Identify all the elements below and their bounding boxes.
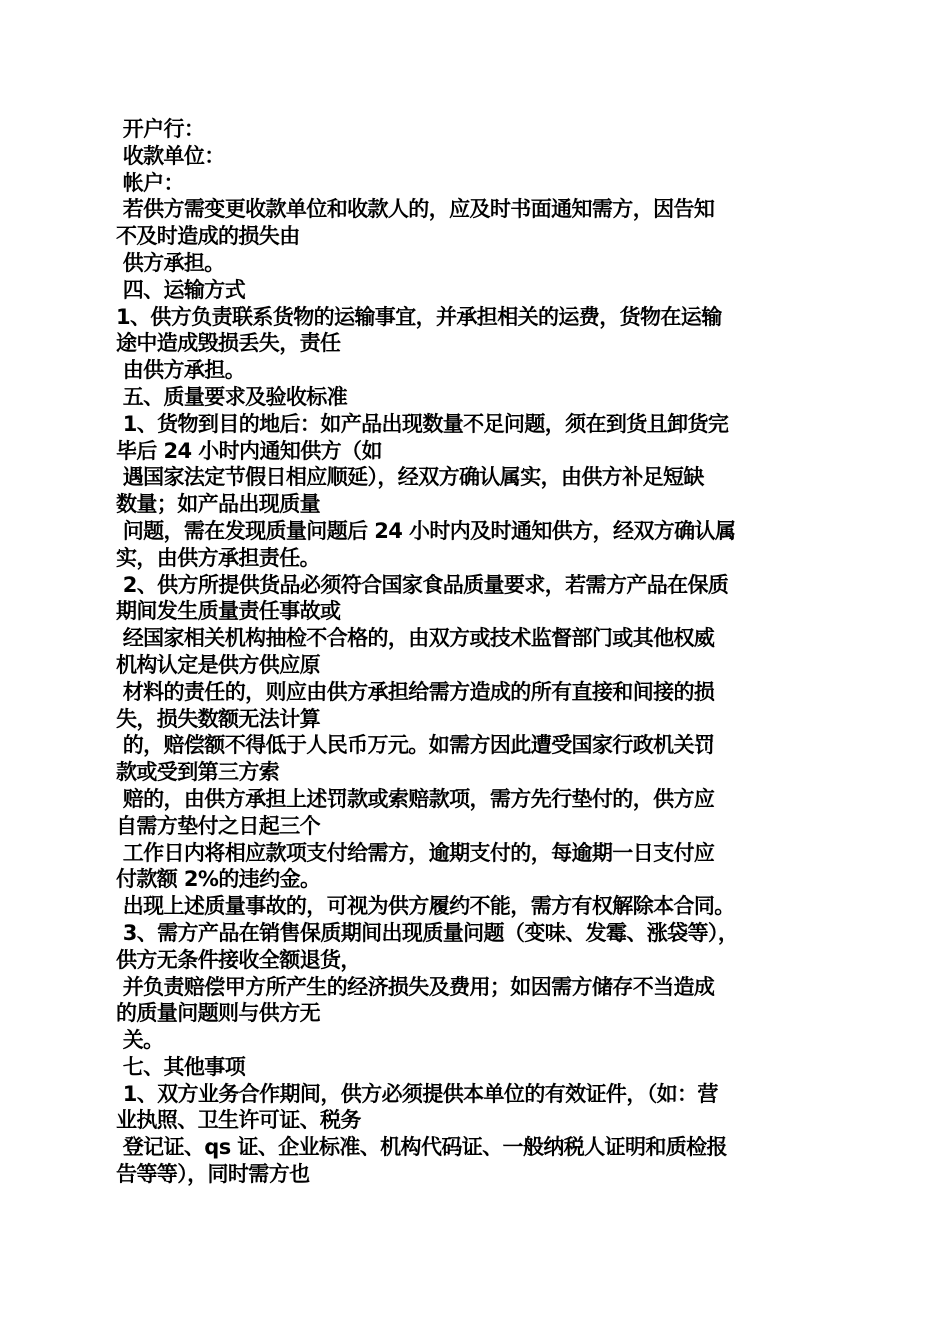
text-line: 告等等），同时需方也 — [116, 1162, 310, 1187]
text-line: 1、双方业务合作期间，供方必须提供本单位的有效证件，（如：营 — [116, 1081, 718, 1106]
text-line: 期间发生质量责任事故或 — [116, 599, 341, 624]
text-line: 供方无条件接收全额退货， — [116, 947, 361, 972]
text-line: 失，损失数额无法计算 — [116, 706, 320, 731]
text-line: 若供方需变更收款单位和收款人的，应及时书面通知需方，因告知 — [116, 197, 715, 222]
text-line: 工作日内将相应款项支付给需方，逾期支付的，每逾期一日支付应 — [116, 840, 715, 865]
text-line: 赔的，由供方承担上述罚款或索赔款项，需方先行垫付的，供方应 — [116, 786, 715, 811]
text-line: 1、供方负责联系货物的运输事宜，并承担相关的运费，货物在运输 — [116, 304, 722, 329]
section-heading: 五、质量要求及验收标准 — [116, 384, 348, 409]
text-line: 帐户： — [116, 170, 184, 195]
text-line: 材料的责任的，则应由供方承担给需方造成的所有直接和间接的损 — [116, 679, 715, 704]
document-page — [116, 116, 846, 1188]
text-line: 由供方承担。 — [116, 358, 246, 383]
text-line: 业执照、卫生许可证、税务 — [116, 1108, 361, 1133]
text-line: 收款单位： — [116, 143, 225, 168]
text-line: 并负责赔偿甲方所产生的经济损失及费用；如因需方储存不当造成 — [116, 974, 715, 999]
text-line: 关。 — [116, 1028, 164, 1053]
text-line: 途中造成毁损丢失，责任 — [116, 331, 341, 356]
text-line: 登记证、qs 证、企业标准、机构代码证、一般纳税人证明和质检报 — [116, 1135, 727, 1160]
text-line: 问题，需在发现质量问题后 24 小时内及时通知供方，经双方确认属 — [116, 518, 736, 543]
text-line: 付款额 2%的违约金。 — [116, 867, 321, 892]
section-heading: 七、其他事项 — [116, 1054, 246, 1079]
text-line: 出现上述质量事故的，可视为供方履约不能，需方有权解除本合同。 — [116, 894, 735, 919]
text-line: 经国家相关机构抽检不合格的，由双方或技术监督部门或其他权威 — [116, 626, 715, 651]
text-line: 的，赔偿额不得低于人民币万元。如需方因此遭受国家行政机关罚 — [116, 733, 715, 758]
text-line: 不及时造成的损失由 — [116, 224, 300, 249]
text-line: 供方承担。 — [116, 250, 225, 275]
text-line: 毕后 24 小时内通知供方（如 — [116, 438, 382, 463]
text-line: 实，由供方承担责任。 — [116, 545, 320, 570]
text-line: 款或受到第三方索 — [116, 760, 280, 785]
section-heading: 四、运输方式 — [116, 277, 246, 302]
text-line: 数量；如产品出现质量 — [116, 492, 320, 517]
text-line: 的质量问题则与供方无 — [116, 1001, 320, 1026]
text-line: 1、货物到目的地后：如产品出现数量不足问题，须在到货且卸货完 — [116, 411, 729, 436]
text-line: 开户行： — [116, 117, 205, 141]
text-line: 自需方垫付之日起三个 — [116, 813, 320, 838]
text-line: 机构认定是供方供应原 — [116, 652, 320, 677]
text-line: 2、供方所提供货品必须符合国家食品质量要求，若需方产品在保质 — [116, 572, 729, 597]
text-line: 遇国家法定节假日相应顺延），经双方确认属实，由供方补足短缺 — [116, 465, 704, 490]
text-line: 3、需方产品在销售保质期间出现质量问题（变味、发霉、涨袋等）， — [116, 920, 739, 945]
